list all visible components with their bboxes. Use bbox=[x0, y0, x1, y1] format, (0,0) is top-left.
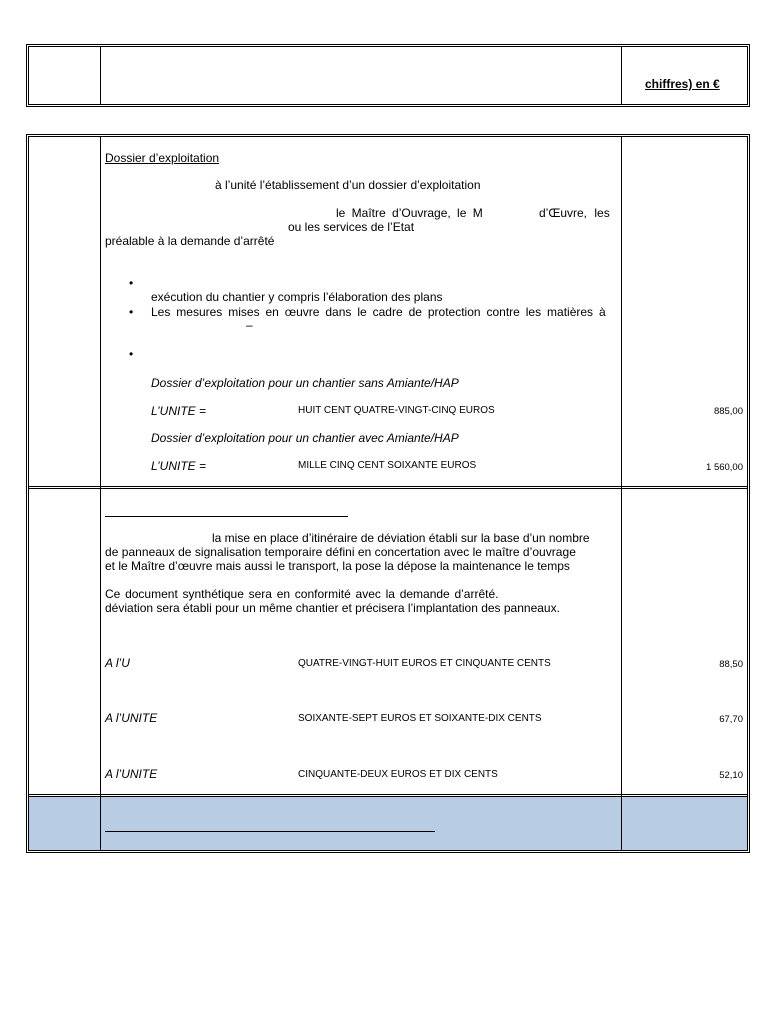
row3-unit: A l’UNITE bbox=[105, 767, 158, 781]
header-col-divider-1 bbox=[100, 47, 101, 104]
row3-price: 52,10 bbox=[719, 770, 743, 781]
item2-p1-line1: la mise en place d’itinéraire de déviation établi sur la base d’un nombre bbox=[212, 531, 590, 545]
bullet-1: • bbox=[129, 276, 134, 290]
option2-words: MILLE CINQ CENT SOIXANTE EUROS bbox=[298, 460, 477, 471]
item1-bullet2-text: exécution du chantier y compris l’élaboration des plans bbox=[151, 290, 443, 304]
item2-p2-line2: déviation sera établi pour un même chantier et précisera l’implantation des panneaux. bbox=[105, 601, 560, 615]
row1-unit: A l’U bbox=[105, 656, 130, 670]
shaded-row-col3 bbox=[622, 797, 747, 850]
item2-p1-line3: et le Maître d’œuvre mais aussi le transport, la pose la dépose la maintenance le temps bbox=[105, 559, 570, 573]
row2-unit: A l’UNITE bbox=[105, 711, 158, 725]
price-column-header: chiffres) en € bbox=[645, 77, 720, 91]
option2-title: Dossier d’exploitation pour un chantier avec Amiante/HAP bbox=[151, 431, 459, 445]
row-divider-1 bbox=[29, 486, 747, 489]
option1-unit: L’UNITE = bbox=[151, 404, 207, 418]
shaded-row-underline bbox=[105, 831, 435, 832]
option1-title: Dossier d’exploitation pour un chantier sans Amiante/HAP bbox=[151, 376, 459, 390]
item1-line3: ou les services de l’Etat bbox=[288, 220, 415, 234]
row-divider-2 bbox=[29, 794, 747, 797]
shaded-row-col2 bbox=[101, 797, 621, 850]
item2-title-underline bbox=[105, 516, 348, 517]
option2-unit: L’UNITE = bbox=[151, 459, 207, 473]
item1-line1: à l’unité l’établissement d’un dossier d’exploitation bbox=[215, 178, 481, 192]
header-col-divider-2 bbox=[621, 47, 622, 104]
row2-price: 67,70 bbox=[719, 714, 743, 725]
row2-words: SOIXANTE-SEPT EUROS ET SOIXANTE-DIX CENTS bbox=[298, 713, 542, 724]
row3-words: CINQUANTE-DEUX EUROS ET DIX CENTS bbox=[298, 769, 498, 780]
item1-bullet3-text: Les mesures mises en œuvre dans le cadre de protection contre les matières à bbox=[151, 305, 606, 319]
item1-line4: préalable à la demande d’arrêté bbox=[105, 234, 275, 248]
option1-price: 885,00 bbox=[713, 406, 743, 417]
item1-bullet3-cont: – bbox=[246, 318, 253, 332]
row1-words: QUATRE-VINGT-HUIT EUROS ET CINQUANTE CENTS bbox=[298, 658, 551, 669]
main-col-divider-1 bbox=[100, 137, 101, 850]
item1-line2b: d’Œuvre, les bbox=[539, 206, 610, 220]
shaded-row-col1 bbox=[29, 797, 100, 850]
bullet-3: • bbox=[129, 347, 134, 361]
item1-line2a: le Maître d’Ouvrage, le M bbox=[336, 206, 483, 220]
header-table bbox=[26, 44, 750, 107]
row1-price: 88,50 bbox=[719, 659, 743, 670]
item2-p2-line1: Ce document synthétique sera en conformité avec la demande d’arrêté. bbox=[105, 587, 499, 601]
option1-words: HUIT CENT QUATRE-VINGT-CINQ EUROS bbox=[298, 405, 495, 416]
item2-p1-line2: de panneaux de signalisation temporaire défini en concertation avec le maître d’ouvrage bbox=[105, 545, 576, 559]
option2-price: 1 560,00 bbox=[706, 462, 743, 473]
item1-title: Dossier d’exploitation bbox=[105, 151, 220, 165]
bullet-2: • bbox=[129, 305, 134, 319]
main-col-divider-2 bbox=[621, 137, 622, 850]
